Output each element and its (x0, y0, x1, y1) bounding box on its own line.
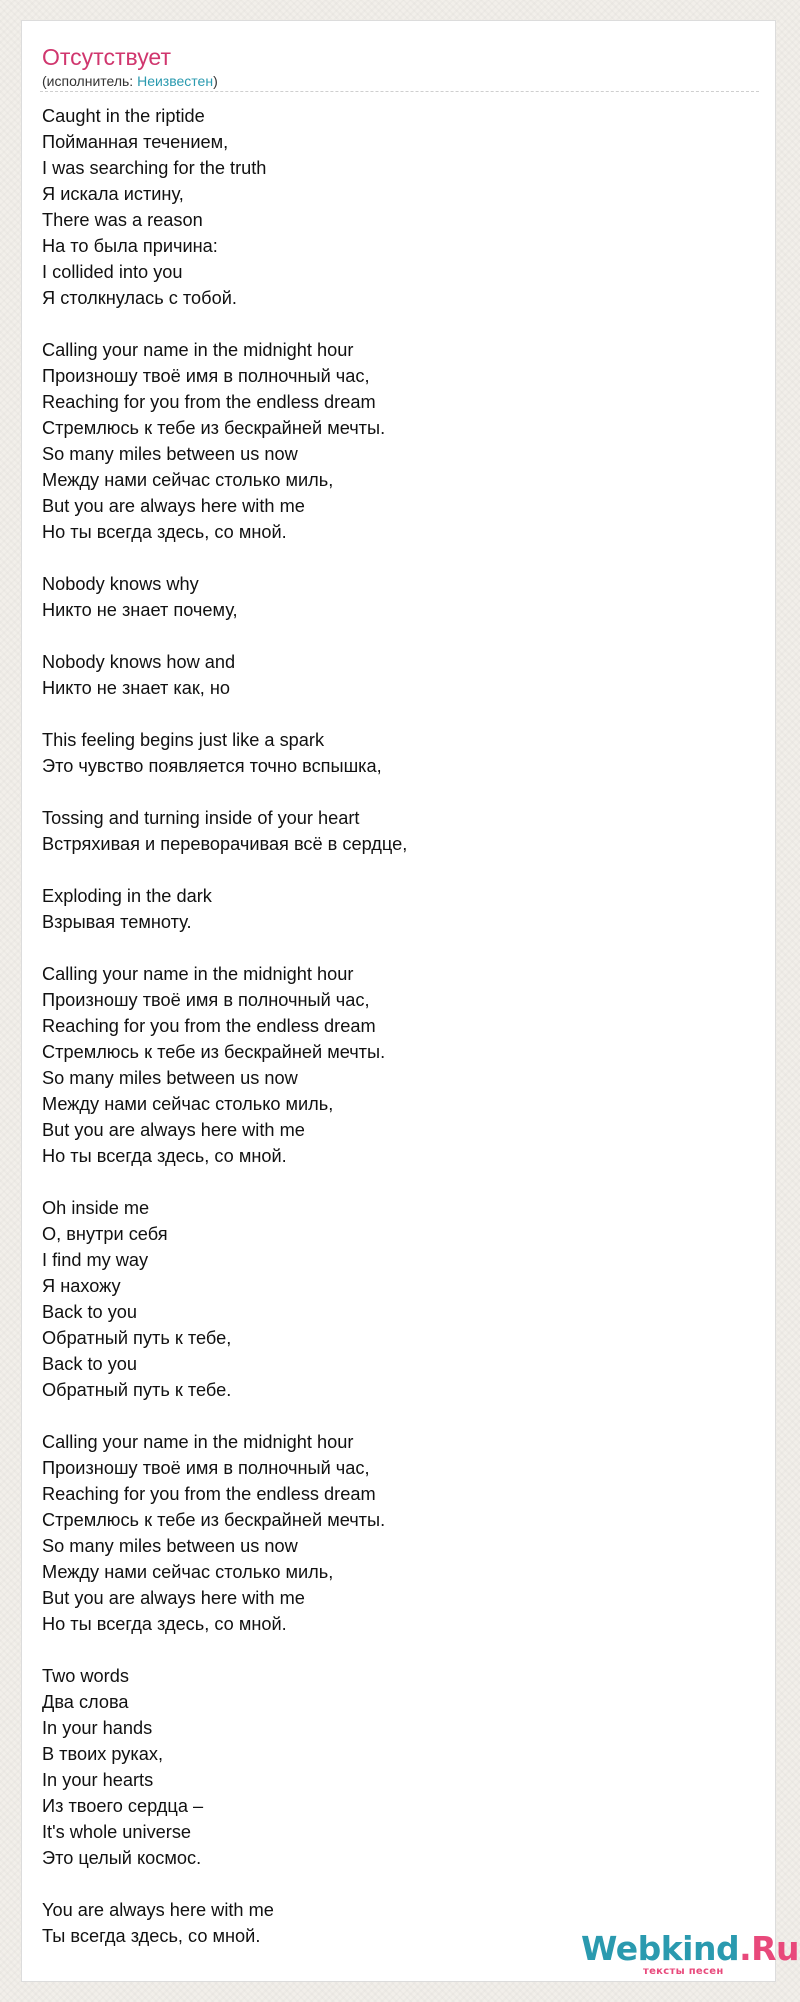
header-divider (40, 91, 759, 92)
lyric-line: In your hands (42, 1718, 153, 1738)
artist-link[interactable]: Неизвестен (137, 73, 214, 89)
lyric-line: Взрывая темноту. (42, 912, 192, 932)
logo-tld: .Ru (739, 1929, 800, 1968)
stanza-break (42, 1637, 742, 1663)
lyric-line: So many miles between us now (42, 1536, 298, 1556)
lyric-line: There was a reason (42, 210, 203, 230)
lyric-line: Я столкнулась с тобой. (42, 288, 237, 308)
lyric-line: Tossing and turning inside of your heart (42, 808, 360, 828)
lyric-line: So many miles between us now (42, 444, 298, 464)
lyric-line: So many miles between us now (42, 1068, 298, 1088)
lyric-line: This feeling begins just like a spark (42, 730, 325, 750)
lyric-line: Я искала истину, (42, 184, 184, 204)
lyric-line: Но ты всегда здесь, со мной. (42, 1146, 287, 1166)
lyric-line: Nobody knows how and (42, 652, 236, 672)
lyric-line: Два слова (42, 1692, 129, 1712)
lyric-line: Произношу твоё имя в полночный час, (42, 1458, 370, 1478)
stanza-break (42, 311, 742, 337)
lyric-line: Но ты всегда здесь, со мной. (42, 522, 287, 542)
stanza-break (42, 1871, 742, 1897)
lyric-line: I collided into you (42, 262, 183, 282)
lyric-line: Обратный путь к тебе. (42, 1380, 232, 1400)
lyric-line: Пойманная течением, (42, 132, 229, 152)
stanza-break (42, 779, 742, 805)
lyric-line: But you are always here with me (42, 496, 305, 516)
lyrics-card (21, 20, 776, 1982)
lyric-line: Я нахожу (42, 1276, 121, 1296)
lyric-line: Oh inside me (42, 1198, 150, 1218)
artist-line (42, 72, 218, 90)
lyric-line: I was searching for the truth (42, 158, 267, 178)
lyric-line: In your hearts (42, 1770, 154, 1790)
lyric-line: But you are always here with me (42, 1120, 305, 1140)
lyric-line: Между нами сейчас столько миль, (42, 1094, 334, 1114)
lyric-line: Ты всегда здесь, со мной. (42, 1926, 261, 1946)
lyric-line: But you are always here with me (42, 1588, 305, 1608)
lyric-line: Two words (42, 1666, 129, 1686)
lyric-line: Calling your name in the midnight hour (42, 1432, 354, 1452)
stanza-break (42, 1403, 742, 1429)
lyric-line: Обратный путь к тебе, (42, 1328, 232, 1348)
lyric-line: It's whole universe (42, 1822, 192, 1842)
lyric-line: Back to you (42, 1302, 138, 1322)
lyric-line: О, внутри себя (42, 1224, 168, 1244)
lyric-line: Nobody knows why (42, 574, 199, 594)
logo-wordmark (581, 1930, 799, 1968)
artist-prefix: (исполнитель: (42, 73, 138, 89)
lyric-line: Встряхивая и переворачивая всё в сердце, (42, 834, 408, 854)
lyric-line: Calling your name in the midnight hour (42, 964, 354, 984)
logo-brand: Webkind (581, 1929, 740, 1968)
lyric-line: Из твоего сердца – (42, 1796, 204, 1816)
lyric-line: Reaching for you from the endless dream (42, 392, 376, 412)
lyric-line: Между нами сейчас столько миль, (42, 470, 334, 490)
stanza-break (42, 701, 742, 727)
lyrics-text (42, 103, 742, 1949)
lyric-line: Calling your name in the midnight hour (42, 340, 354, 360)
lyric-line: В твоих руках, (42, 1744, 164, 1764)
lyric-line: Но ты всегда здесь, со мной. (42, 1614, 287, 1634)
stanza-break (42, 1169, 742, 1195)
lyric-line: I find my way (42, 1250, 149, 1270)
stanza-break (42, 623, 742, 649)
lyric-line: Никто не знает как, но (42, 678, 231, 698)
webkind-logo[interactable] (581, 1929, 800, 1982)
artist-suffix: ) (213, 73, 218, 89)
lyric-line: Произношу твоё имя в полночный час, (42, 366, 370, 386)
stanza-break (42, 935, 742, 961)
lyric-line: Exploding in the dark (42, 886, 212, 906)
lyric-line: На то была причина: (42, 236, 218, 256)
lyric-line: Стремлюсь к тебе из бескрайней мечты. (42, 1042, 386, 1062)
stanza-break (42, 545, 742, 571)
song-title: Отсутствует (42, 44, 171, 70)
logo-tagline: тексты песен (643, 1966, 724, 1977)
lyric-line: Reaching for you from the endless dream (42, 1484, 376, 1504)
lyric-line: Это целый космос. (42, 1848, 202, 1868)
lyric-line: You are always here with me (42, 1900, 274, 1920)
lyric-line: Между нами сейчас столько миль, (42, 1562, 334, 1582)
lyric-line: Никто не знает почему, (42, 600, 238, 620)
lyric-line: Back to you (42, 1354, 138, 1374)
stanza-break (42, 857, 742, 883)
lyric-line: Стремлюсь к тебе из бескрайней мечты. (42, 418, 386, 438)
lyric-line: Это чувство появляется точно вспышка, (42, 756, 382, 776)
lyric-line: Произношу твоё имя в полночный час, (42, 990, 370, 1010)
lyric-line: Reaching for you from the endless dream (42, 1016, 376, 1036)
lyric-line: Стремлюсь к тебе из бескрайней мечты. (42, 1510, 386, 1530)
lyric-line: Caught in the riptide (42, 106, 205, 126)
